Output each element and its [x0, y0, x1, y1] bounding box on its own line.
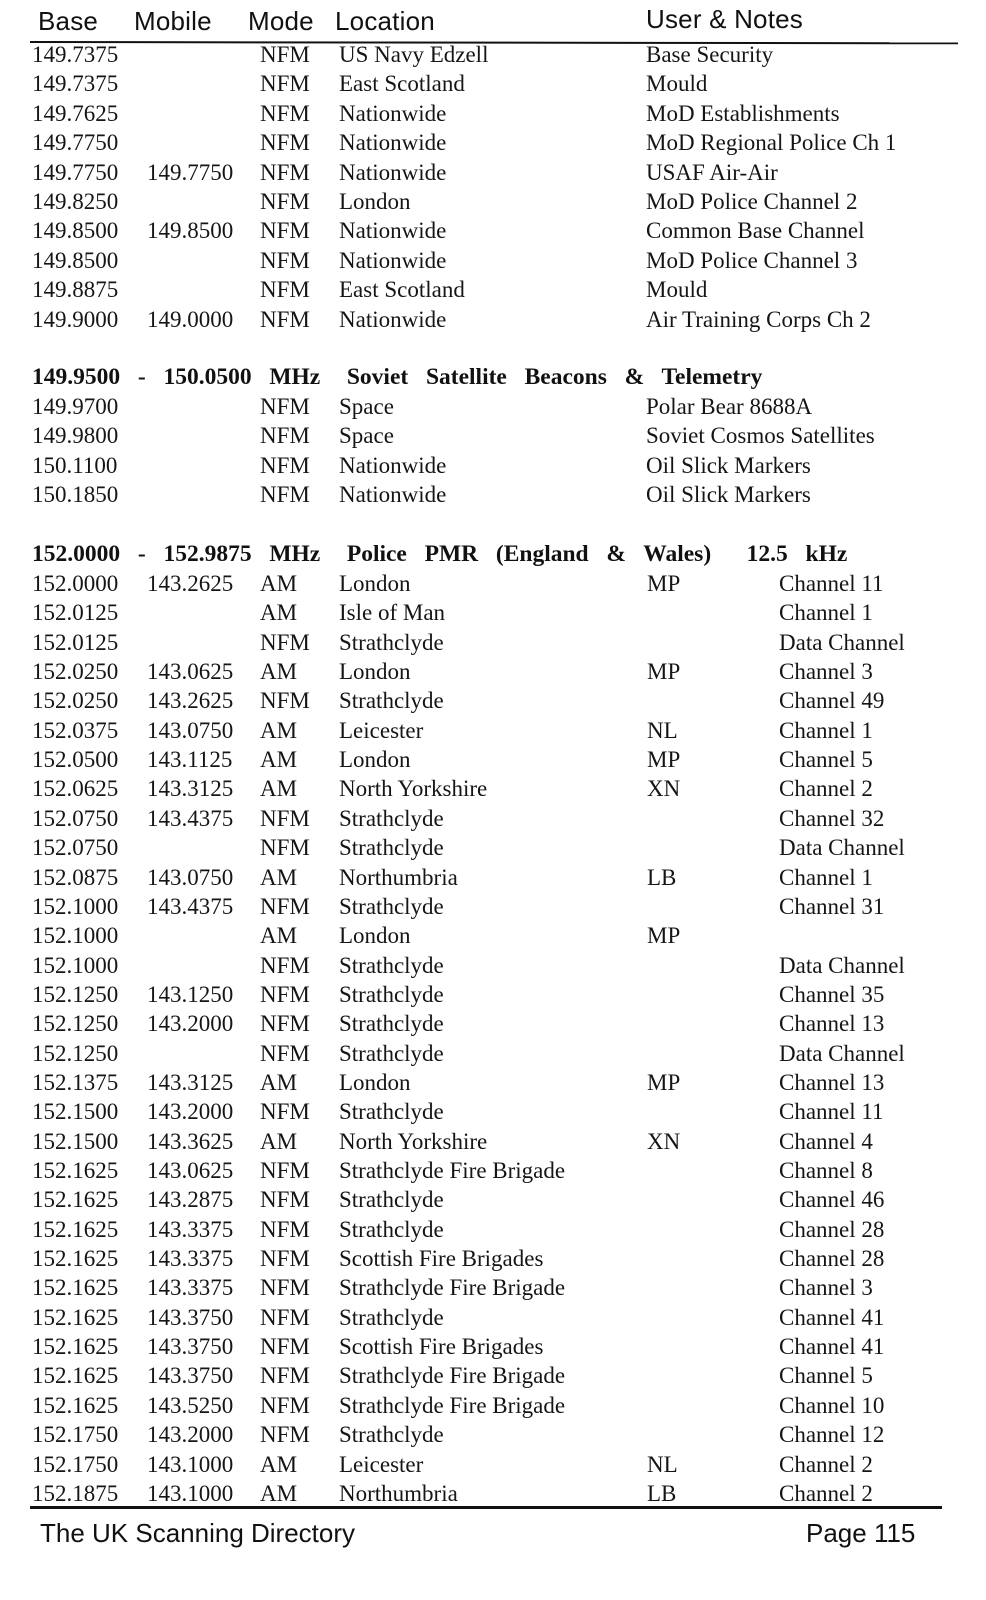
user-notes: Base Security [646, 42, 774, 67]
mobile-frequency: 143.3750 [147, 1334, 234, 1360]
base-frequency: 152.0000 [32, 571, 119, 596]
base-frequency: 152.1625 [32, 1334, 119, 1360]
location: Leicester [339, 1451, 424, 1477]
location: Strathclyde [339, 1422, 444, 1448]
notes: Channel 1 [779, 864, 873, 890]
mode: AM [260, 776, 298, 802]
notes: Channel 49 [779, 688, 885, 714]
location: Nationwide [339, 130, 447, 156]
table-row [0, 42, 986, 71]
table-row [0, 953, 986, 982]
mobile-frequency: 143.3750 [147, 1363, 234, 1389]
user-notes: Oil Slick Markers [646, 482, 811, 508]
notes: Channel 13 [779, 1011, 885, 1037]
mode: NFM [260, 482, 310, 508]
user-notes: USAF Air-Air [646, 159, 778, 185]
base-frequency: 152.0125 [32, 629, 119, 655]
mode: AM [260, 717, 298, 743]
location: London [339, 659, 411, 685]
table-row [0, 630, 986, 659]
table-row [0, 1011, 986, 1040]
notes: Channel 3 [779, 659, 873, 685]
mode: NFM [260, 1422, 310, 1448]
notes: Channel 1 [779, 717, 873, 743]
location: Strathclyde Fire Brigade [339, 1363, 566, 1389]
user-notes: MoD Establishments [646, 100, 840, 126]
base-frequency: 150.1850 [32, 482, 119, 508]
mobile-frequency: 149.0000 [147, 306, 234, 332]
table-row [0, 894, 986, 923]
user-code: MP [647, 571, 681, 596]
mobile-frequency: 143.4375 [147, 805, 234, 831]
table-row [0, 101, 986, 130]
mobile-frequency: 143.3625 [147, 1128, 234, 1154]
notes: Channel 2 [779, 1451, 873, 1477]
base-frequency: 150.1100 [32, 452, 118, 478]
base-frequency: 152.1375 [32, 1069, 119, 1095]
mode: NFM [260, 629, 310, 655]
table-row [0, 1305, 986, 1334]
table-row [0, 688, 986, 717]
mobile-frequency: 143.3375 [147, 1275, 234, 1301]
base-frequency: 152.1750 [32, 1422, 119, 1448]
mode: AM [260, 1480, 298, 1506]
mode: NFM [260, 1304, 310, 1330]
mode: NFM [260, 100, 310, 126]
notes: Channel 10 [779, 1392, 885, 1418]
user-notes: Oil Slick Markers [646, 452, 811, 478]
mobile-frequency: 143.1000 [147, 1480, 234, 1506]
location: Strathclyde [339, 629, 444, 655]
base-frequency: 152.1000 [32, 923, 119, 949]
mode: NFM [260, 130, 310, 156]
mode: NFM [260, 277, 310, 303]
section-heading-soviet-satellites: 149.9500 - 150.0500 MHz Soviet Satellite Beacons & Telemetry [32, 364, 763, 390]
notes: Channel 32 [779, 805, 885, 831]
location: Strathclyde [339, 1187, 444, 1213]
user-notes: Mould [646, 71, 708, 97]
user-notes: MoD Police Channel 2 [646, 189, 858, 214]
location: East Scotland [339, 71, 465, 97]
mode: NFM [260, 688, 310, 714]
base-frequency: 152.1500 [32, 1099, 119, 1125]
base-frequency: 152.0750 [32, 835, 119, 861]
mode: NFM [260, 981, 310, 1007]
column-header-mode: Mode [248, 6, 314, 36]
base-frequency: 152.1500 [32, 1128, 119, 1154]
table-row [0, 394, 986, 423]
table-row [0, 1422, 986, 1451]
mobile-frequency: 143.3750 [147, 1304, 234, 1330]
table-row [0, 923, 986, 952]
location: London [339, 571, 411, 596]
location: Nationwide [339, 482, 447, 508]
mobile-frequency: 143.2625 [147, 571, 234, 596]
mode: NFM [260, 1158, 310, 1183]
mode: AM [260, 747, 298, 773]
mode: NFM [260, 1040, 310, 1066]
base-frequency: 152.1625 [32, 1363, 119, 1389]
notes: Channel 11 [779, 1099, 884, 1125]
mobile-frequency: 143.2625 [147, 688, 234, 714]
column-header-mobile: Mobile [134, 6, 212, 36]
base-frequency: 152.1625 [32, 1158, 119, 1183]
base-frequency: 149.9800 [32, 423, 119, 449]
location: Strathclyde Fire Brigade [339, 1275, 566, 1301]
base-frequency: 149.8500 [32, 247, 119, 273]
mode: NFM [260, 1099, 310, 1125]
base-frequency: 152.1000 [32, 952, 119, 978]
table-row [0, 1334, 986, 1363]
mobile-frequency: 143.0750 [147, 717, 234, 743]
base-frequency: 149.7375 [32, 42, 119, 67]
location: London [339, 923, 411, 949]
table-row [0, 248, 986, 277]
location: East Scotland [339, 277, 465, 303]
mobile-frequency: 143.4375 [147, 893, 234, 919]
base-frequency: 152.1625 [32, 1216, 119, 1242]
user-code: NL [647, 1451, 678, 1477]
user-code: MP [647, 1069, 681, 1095]
mode: AM [260, 600, 298, 626]
mode: NFM [260, 218, 310, 244]
notes: Channel 2 [779, 1480, 873, 1506]
user-notes: Common Base Channel [646, 218, 865, 244]
base-frequency: 149.8875 [32, 277, 119, 303]
location: Nationwide [339, 159, 447, 185]
location: Strathclyde [339, 981, 444, 1007]
base-frequency: 152.1625 [32, 1187, 119, 1213]
mobile-frequency: 143.1125 [147, 747, 233, 773]
location: Space [339, 423, 394, 449]
mode: NFM [260, 835, 310, 861]
table-row [0, 277, 986, 306]
base-frequency: 152.1625 [32, 1275, 119, 1301]
base-frequency: 152.1625 [32, 1246, 119, 1272]
user-notes: MoD Police Channel 3 [646, 247, 858, 273]
table-row [0, 1275, 986, 1304]
table-row [0, 835, 986, 864]
location: Nationwide [339, 306, 447, 332]
user-notes: Soviet Cosmos Satellites [646, 423, 875, 449]
table-row [0, 130, 986, 159]
mode: AM [260, 1451, 298, 1477]
location: Northumbria [339, 1480, 458, 1506]
table-row [0, 1393, 986, 1422]
base-frequency: 152.1625 [32, 1392, 119, 1418]
mode: AM [260, 1069, 298, 1095]
table-row [0, 806, 986, 835]
user-notes: Polar Bear 8688A [646, 394, 813, 419]
location: Scottish Fire Brigades [339, 1246, 544, 1272]
notes: Channel 4 [779, 1128, 873, 1154]
location: Isle of Man [339, 600, 446, 626]
table-row [0, 71, 986, 100]
table-row [0, 1129, 986, 1158]
mode: NFM [260, 805, 310, 831]
notes: Channel 12 [779, 1422, 885, 1448]
mobile-frequency: 143.3125 [147, 776, 234, 802]
mobile-frequency: 149.7750 [147, 159, 234, 185]
notes: Data Channel [779, 835, 905, 861]
base-frequency: 149.7750 [32, 159, 119, 185]
location: Strathclyde [339, 835, 444, 861]
location: Strathclyde [339, 1040, 444, 1066]
base-frequency: 152.0500 [32, 747, 119, 773]
base-frequency: 149.9000 [32, 306, 119, 332]
notes: Channel 41 [779, 1334, 885, 1360]
notes: Channel 1 [779, 600, 873, 626]
location: Leicester [339, 717, 424, 743]
location: North Yorkshire [339, 1128, 488, 1154]
location: Nationwide [339, 218, 447, 244]
mode: NFM [260, 952, 310, 978]
notes: Channel 8 [779, 1158, 873, 1183]
user-code: XN [647, 1128, 681, 1154]
base-frequency: 152.1250 [32, 981, 119, 1007]
table-row [0, 1158, 986, 1187]
footer-rule [30, 1506, 942, 1509]
notes: Channel 46 [779, 1187, 885, 1213]
location: Strathclyde [339, 952, 444, 978]
location: Strathclyde [339, 893, 444, 919]
base-frequency: 152.0625 [32, 776, 119, 802]
location: Strathclyde Fire Brigade [339, 1392, 566, 1418]
base-frequency: 152.0875 [32, 864, 119, 890]
notes: Data Channel [779, 629, 905, 655]
user-code: XN [647, 776, 681, 802]
table-row [0, 423, 986, 452]
location: US Navy Edzell [339, 42, 489, 67]
table-row [0, 307, 986, 336]
mode: NFM [260, 1363, 310, 1389]
user-code: MP [647, 747, 681, 773]
base-frequency: 152.1750 [32, 1451, 119, 1477]
mode: NFM [260, 1275, 310, 1301]
location: London [339, 189, 411, 214]
location: Nationwide [339, 452, 447, 478]
table-row [0, 218, 986, 247]
mode: NFM [260, 1187, 310, 1213]
mode: AM [260, 571, 298, 596]
table-row [0, 1246, 986, 1275]
notes: Channel 35 [779, 981, 885, 1007]
base-frequency: 152.0250 [32, 659, 119, 685]
base-frequency: 152.1625 [32, 1304, 119, 1330]
table-row [0, 659, 986, 688]
base-frequency: 152.1250 [32, 1011, 119, 1037]
base-frequency: 149.7625 [32, 100, 119, 126]
table-row [0, 1099, 986, 1128]
mode: NFM [260, 159, 310, 185]
mode: NFM [260, 423, 310, 449]
mode: NFM [260, 247, 310, 273]
mobile-frequency: 143.3125 [147, 1069, 234, 1095]
mode: NFM [260, 306, 310, 332]
notes: Channel 5 [779, 747, 873, 773]
notes: Channel 41 [779, 1304, 885, 1330]
mode: NFM [260, 1246, 310, 1272]
table-row [0, 747, 986, 776]
table-row [0, 160, 986, 189]
mobile-frequency: 143.0625 [147, 1158, 234, 1183]
notes: Data Channel [779, 952, 905, 978]
location: Strathclyde [339, 1099, 444, 1125]
mobile-frequency: 143.0750 [147, 864, 234, 890]
mobile-frequency: 143.3375 [147, 1246, 234, 1272]
mode: NFM [260, 893, 310, 919]
mobile-frequency: 143.0625 [147, 659, 234, 685]
table-row [0, 1217, 986, 1246]
footer-title: The UK Scanning Directory [40, 1518, 356, 1548]
user-code: LB [647, 1480, 677, 1506]
mode: AM [260, 1128, 298, 1154]
location: Scottish Fire Brigades [339, 1334, 544, 1360]
table-row [0, 1041, 986, 1070]
mode: NFM [260, 1216, 310, 1242]
base-frequency: 152.0250 [32, 688, 119, 714]
table-row [0, 865, 986, 894]
location: Strathclyde Fire Brigade [339, 1158, 566, 1183]
mobile-frequency: 143.5250 [147, 1392, 234, 1418]
user-code: MP [647, 659, 681, 685]
base-frequency: 149.8500 [32, 218, 119, 244]
mobile-frequency: 143.2000 [147, 1011, 234, 1037]
mode: NFM [260, 452, 310, 478]
mode: AM [260, 864, 298, 890]
column-header-base: Base [38, 6, 99, 36]
location: London [339, 1069, 411, 1095]
base-frequency: 152.1250 [32, 1040, 119, 1066]
base-frequency: 152.1875 [32, 1480, 119, 1506]
base-frequency: 152.1000 [32, 893, 119, 919]
table-row [0, 482, 986, 511]
mode: NFM [260, 1392, 310, 1418]
section-heading-police-pmr: 152.0000 - 152.9875 MHz Police PMR (England & Wales) 12.5 kHz [32, 541, 848, 567]
location: Strathclyde [339, 1304, 444, 1330]
column-header-location: Location [335, 6, 435, 36]
base-frequency: 149.7750 [32, 130, 119, 156]
user-notes: MoD Regional Police Ch 1 [646, 130, 897, 156]
table-row [0, 718, 986, 747]
mobile-frequency: 143.3375 [147, 1216, 234, 1242]
mobile-frequency: 149.8500 [147, 218, 234, 244]
mobile-frequency: 143.2875 [147, 1187, 234, 1213]
mobile-frequency: 143.2000 [147, 1422, 234, 1448]
table-row [0, 189, 986, 218]
mode: AM [260, 659, 298, 685]
mode: NFM [260, 1011, 310, 1037]
user-notes: Mould [646, 277, 708, 303]
column-header-user-notes: User & Notes [646, 4, 804, 34]
base-frequency: 149.8250 [32, 189, 119, 214]
notes: Channel 28 [779, 1246, 885, 1272]
location: Strathclyde [339, 688, 444, 714]
location: Strathclyde [339, 1011, 444, 1037]
table-row [0, 982, 986, 1011]
notes: Channel 28 [779, 1216, 885, 1242]
page-number: Page 115 [806, 1518, 916, 1548]
mode: NFM [260, 71, 310, 97]
notes: Channel 13 [779, 1069, 885, 1095]
table-row [0, 453, 986, 482]
table-row [0, 1452, 986, 1481]
user-code: LB [647, 864, 677, 890]
location: London [339, 747, 411, 773]
base-frequency: 152.0125 [32, 600, 119, 626]
notes: Channel 3 [779, 1275, 873, 1301]
table-row [0, 571, 986, 600]
mode: AM [260, 923, 298, 949]
notes: Data Channel [779, 1040, 905, 1066]
location: Northumbria [339, 864, 458, 890]
mode: NFM [260, 189, 310, 214]
table-row [0, 1187, 986, 1216]
mode: NFM [260, 1334, 310, 1360]
notes: Channel 11 [779, 571, 884, 596]
mode: NFM [260, 394, 310, 419]
table-row [0, 1070, 986, 1099]
base-frequency: 152.0750 [32, 805, 119, 831]
base-frequency: 152.0375 [32, 717, 119, 743]
base-frequency: 149.7375 [32, 71, 119, 97]
user-code: NL [647, 717, 678, 743]
table-row [0, 776, 986, 805]
notes: Channel 31 [779, 893, 885, 919]
location: Space [339, 394, 394, 419]
user-code: MP [647, 923, 681, 949]
mobile-frequency: 143.2000 [147, 1099, 234, 1125]
location: Strathclyde [339, 1216, 444, 1242]
table-row [0, 1363, 986, 1392]
location: Strathclyde [339, 805, 444, 831]
notes: Channel 2 [779, 776, 873, 802]
mode: NFM [260, 42, 310, 67]
notes: Channel 5 [779, 1363, 873, 1389]
mobile-frequency: 143.1000 [147, 1451, 234, 1477]
location: North Yorkshire [339, 776, 488, 802]
user-notes: Air Training Corps Ch 2 [646, 306, 871, 332]
mobile-frequency: 143.1250 [147, 981, 234, 1007]
location: Nationwide [339, 247, 447, 273]
base-frequency: 149.9700 [32, 394, 119, 419]
table-row [0, 600, 986, 629]
location: Nationwide [339, 100, 447, 126]
